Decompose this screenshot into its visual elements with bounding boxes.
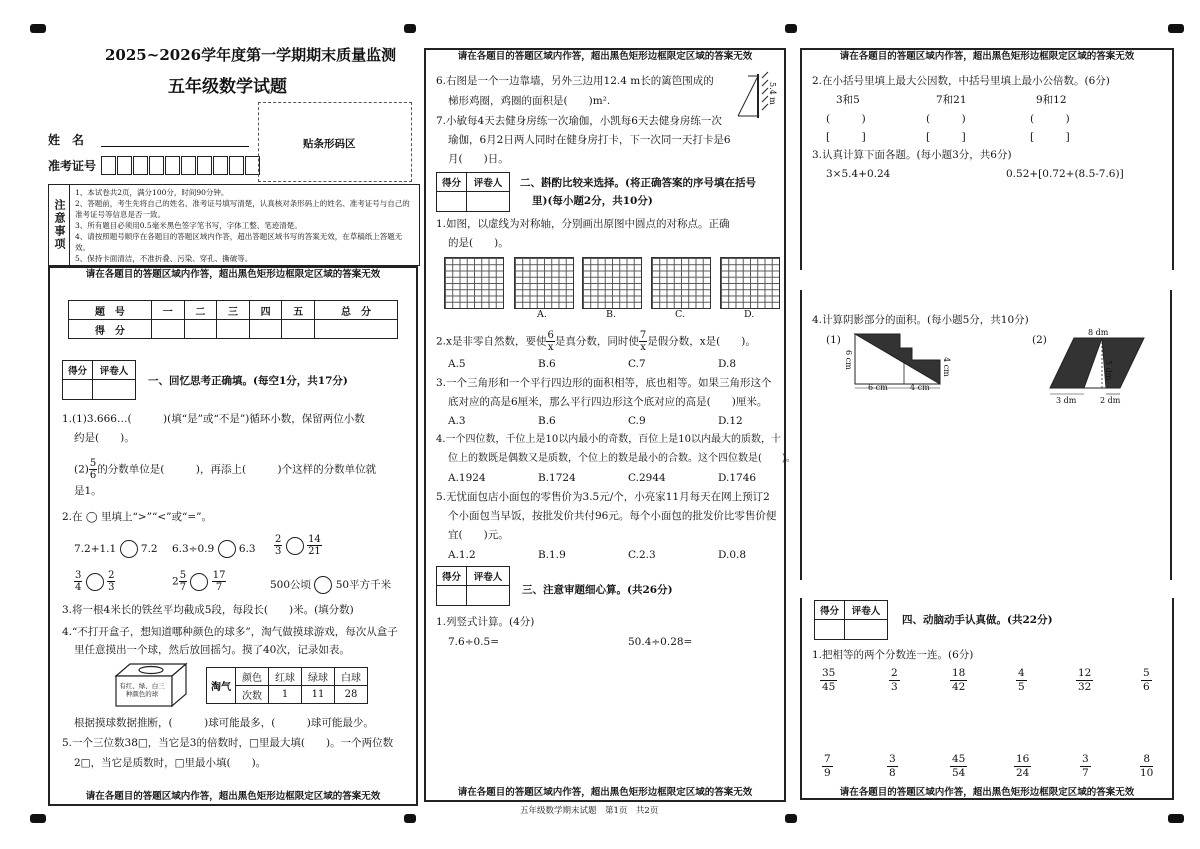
- q1b-text: 的分数单位是( )，再添上( )个这样的分数单位就: [97, 463, 377, 476]
- fraction-denominator: 3: [275, 546, 282, 557]
- choice-4-cont: 位上的数既是偶数又是质数，个位上的数是最小的合数。这个四位数是( )。: [448, 453, 796, 464]
- col3-question-3: 3.认真计算下面各题。(每小题3分，共6分): [812, 149, 1012, 161]
- match-fraction-bottom[interactable]: [1014, 753, 1031, 780]
- notice-item: 5、保持卡面清洁，不准折叠、污染、穿孔、撕破等。: [75, 254, 253, 263]
- barcode-label: 贴条形码区: [303, 138, 356, 150]
- scorer-grader-label: 评卷人: [93, 361, 136, 380]
- number-pair: 7和21: [936, 94, 967, 106]
- choice-1: 1.如图，以虚线为对称轴，分别画出原图中圆点的对称点。正确: [436, 218, 730, 230]
- match-fraction-top[interactable]: [820, 667, 837, 694]
- choice-5-cont: 个小面包当早饭，按批发价共付96元。每个小面包的批发价比零售价便: [448, 510, 777, 522]
- calc-expression: 0.52+[0.72+(8.5-7.6)]: [1006, 168, 1124, 180]
- score-cell[interactable]: [315, 320, 398, 339]
- answer-circle[interactable]: [218, 540, 236, 558]
- choice-3: 3.一个三角形和一个平行四边形的面积相等，底也相等。如果三角形这个: [436, 377, 772, 389]
- scorer-cell[interactable]: [63, 380, 93, 400]
- choice-option[interactable]: C.9: [628, 415, 646, 427]
- fraction-denominator: 4: [75, 582, 82, 593]
- answer-circle[interactable]: [86, 573, 104, 591]
- choice-4: 4.一个四位数，千位上是10以内最小的奇数，百位上是10以内最大的质数，十: [436, 434, 781, 445]
- scorer-cell[interactable]: [467, 586, 510, 606]
- compare-left: 7.2+1.1: [74, 543, 117, 555]
- dimension-label: 6 cm: [868, 383, 888, 392]
- fraction-denominator: x: [547, 342, 554, 353]
- compare-left: 500公顷: [270, 579, 312, 591]
- scorer-score-label: 得分: [437, 567, 467, 586]
- question-6: 6.右图是一个一边靠墙，另外三边用12.4 m长的篱笆围成的: [436, 75, 714, 87]
- fraction-denominator: 3: [108, 582, 115, 593]
- grid-option-c: [651, 257, 711, 309]
- scorer-box: [62, 360, 136, 400]
- scorer-grader-label: 评卷人: [845, 601, 888, 620]
- tally-table: [206, 667, 368, 704]
- score-header: 一: [151, 301, 184, 320]
- barcode-area: [258, 102, 412, 182]
- grid-option-a: [514, 257, 574, 309]
- fraction-numerator: 5: [1143, 667, 1150, 679]
- choice-option[interactable]: D.8: [718, 358, 737, 370]
- tally-header: 红球: [269, 668, 302, 686]
- fraction-numerator: 7: [639, 330, 647, 341]
- fraction-numerator: 3: [1082, 753, 1089, 765]
- notice-list: [75, 187, 415, 264]
- fraction-numerator: 4: [1018, 667, 1025, 679]
- choice-5-cont2: 宜( )元。: [448, 529, 509, 541]
- warning-banner: 请在各题目的答题区域内作答，超出黑色矩形边框限定区域的答案无效: [85, 269, 381, 280]
- score-cell[interactable]: [282, 320, 315, 339]
- scorer-grader-label: 评卷人: [467, 567, 510, 586]
- scorer-cell[interactable]: [437, 192, 467, 212]
- lcm-blank[interactable]: [ ]: [1030, 131, 1070, 143]
- notice-item: 4、请按照题号顺序在各题目的答题区域内作答，超出答题区域书写的答案无效，在草稿纸上答题无效。: [75, 232, 403, 252]
- dimension-label: 3 dm: [1056, 396, 1077, 405]
- score-table: [68, 300, 398, 339]
- question-5: 5.一个三位数38□，当它是3的倍数时，□里最大填( )。一个两位数: [62, 737, 394, 749]
- scorer-cell[interactable]: [845, 620, 888, 640]
- choice-2: [436, 330, 756, 353]
- fraction-numerator: 16: [1016, 753, 1030, 765]
- gcd-blank[interactable]: ( ): [1030, 113, 1070, 125]
- dimension-label: 8 dm: [1088, 328, 1109, 337]
- question-1a: 1.(1)3.666…( )(填“是”或“不是”)循环小数，保留两位小数: [62, 413, 365, 425]
- section-2-title: 二、斟酌比较来选择。(将正确答案的序号填在括号: [520, 177, 756, 189]
- warning-banner: 请在各题目的答题区域内作答，超出黑色矩形边框限定区域的答案无效: [839, 787, 1135, 798]
- match-fraction-bottom[interactable]: [1140, 753, 1153, 780]
- whole-number: 2: [172, 575, 179, 588]
- compare-right: 50平方千米: [335, 579, 392, 591]
- fraction-numerator: 2: [275, 534, 282, 545]
- choice-option[interactable]: D.1746: [718, 472, 757, 484]
- match-fraction-top[interactable]: [950, 667, 967, 694]
- name-field[interactable]: [101, 146, 249, 147]
- match-fraction-bottom[interactable]: [950, 753, 967, 780]
- question-7-cont2: 月( )日。: [448, 153, 509, 165]
- choice-option[interactable]: D.12: [718, 415, 743, 427]
- fraction-denominator: 45: [822, 681, 836, 693]
- fraction-denominator: 6: [89, 470, 97, 481]
- answer-circle[interactable]: [314, 576, 332, 594]
- choice-2-text: 是假分数，x是( )。: [647, 335, 756, 348]
- fraction-numerator: 7: [824, 753, 831, 765]
- grid-option-b: [582, 257, 642, 309]
- exam-subtitle: 五年级数学试题: [168, 77, 287, 97]
- dimension-label: 4 cm: [942, 357, 951, 377]
- choice-option[interactable]: A.1.2: [448, 549, 476, 561]
- col3-question-4: 4.计算阴影部分的面积。(每小题5分，共10分): [812, 314, 1029, 326]
- registration-mark: [404, 24, 416, 33]
- scorer-box: [436, 566, 510, 606]
- registration-mark: [30, 24, 46, 33]
- section-1-title: 一、回忆思考正确填。(每空1分，共17分): [148, 375, 348, 387]
- compare-left: 6.3÷0.9: [172, 543, 215, 555]
- compare-6: [270, 576, 391, 594]
- answer-circle[interactable]: [190, 573, 208, 591]
- choice-1-cont: 的是( )。: [448, 237, 509, 249]
- registration-mark: [30, 814, 46, 823]
- name-label: 姓 名: [48, 133, 85, 147]
- fraction-numerator: 18: [952, 667, 966, 679]
- choice-5: 5.无忧面包店小面包的零售价为3.5元/个，小亮家11月每天在网上预订2: [436, 491, 770, 503]
- match-fraction-top[interactable]: [1016, 667, 1027, 694]
- option-label: C.: [675, 309, 685, 320]
- fraction-numerator: 2: [891, 667, 898, 679]
- registration-mark: [404, 814, 416, 823]
- option-label: A.: [537, 309, 547, 320]
- tally-cell: 28: [335, 686, 368, 704]
- score-header: 四: [249, 301, 282, 320]
- q1b-prefix: (2): [74, 463, 89, 476]
- exam-title: 2025~2026学年度第一学期期末质量监测: [105, 46, 397, 64]
- fraction-denominator: 7: [1082, 767, 1089, 779]
- match-fraction-top[interactable]: [1076, 667, 1093, 694]
- fraction-denominator: 21: [308, 546, 321, 557]
- question-3: 3.将一根4米长的铁丝平均截成5段，每段长( )米。(填分数): [62, 604, 354, 616]
- choice-option[interactable]: B.1.9: [538, 549, 566, 561]
- shaded-figure-1: [840, 330, 950, 400]
- section-2-title-cont: 里)(每小题2分，共10分): [532, 195, 653, 207]
- number-pair: 9和12: [1036, 94, 1067, 106]
- match-fraction-bottom[interactable]: [822, 753, 833, 780]
- scorer-cell[interactable]: [437, 586, 467, 606]
- fraction-denominator: 3: [891, 681, 898, 693]
- score-cell[interactable]: [151, 320, 184, 339]
- question-5-cont: 2□，当它是质数时，□里最小填( )。: [74, 757, 267, 769]
- warning-banner: 请在各题目的答题区域内作答，超出黑色矩形边框限定区域的答案无效: [457, 787, 753, 798]
- scorer-cell[interactable]: [467, 192, 510, 212]
- section-4-title: 四、动脑动手认真做。(共22分): [902, 614, 1053, 626]
- compare-right: 7.2: [140, 543, 158, 555]
- tally-header: 绿球: [302, 668, 335, 686]
- option-label: B.: [606, 309, 617, 320]
- fraction-numerator: 3: [889, 753, 896, 765]
- choice-option[interactable]: A.3: [448, 415, 466, 427]
- calc-expression: 7.6÷0.5=: [448, 636, 499, 648]
- match-fraction-top[interactable]: [889, 667, 900, 694]
- scorer-score-label: 得分: [63, 361, 93, 380]
- score-header: 二: [184, 301, 217, 320]
- fraction-denominator: 54: [952, 767, 966, 779]
- fraction-denominator: 7: [179, 582, 187, 593]
- gcd-blank[interactable]: ( ): [826, 113, 866, 125]
- compare-4: [74, 570, 115, 593]
- compare-right: 6.3: [238, 543, 256, 555]
- frame-edge: [800, 290, 802, 580]
- choice-3-cont: 底对应的高是6厘米，那么平行四边形这个底对应的高是( )厘米。: [448, 396, 768, 408]
- fraction-numerator: 5: [179, 570, 187, 581]
- tally-cell: 1: [269, 686, 302, 704]
- match-fraction-bottom[interactable]: [887, 753, 898, 780]
- choice-option[interactable]: D.0.8: [718, 549, 747, 561]
- registration-mark: [1168, 814, 1184, 823]
- question-7-cont: 瑜伽，6月2日两人同时在健身房打卡，下一次同一天打卡是6: [448, 134, 731, 146]
- number-pair: 3和5: [836, 94, 860, 106]
- id-label: 准考证号: [48, 159, 97, 173]
- choice-option[interactable]: A.1924: [448, 472, 486, 484]
- choice-2-text: 2.x是非零自然数，要使: [436, 335, 547, 348]
- question-4-cont: 里任意摸出一个球，然后放回摇匀。摸了40次，记录如表。: [74, 644, 350, 656]
- question-7: 7.小敏每4天去健身房练一次瑜伽，小凯每6天去健身房练一次: [436, 115, 722, 127]
- choice-2-text: 是真分数，同时使: [554, 335, 639, 348]
- fraction-denominator: 10: [1140, 767, 1154, 779]
- question-4-ask: 根据摸球数据推断，( )球可能最多，( )球可能最少。: [74, 717, 374, 729]
- calc-expression: 50.4÷0.28=: [628, 636, 693, 648]
- tally-header: 白球: [335, 668, 368, 686]
- scorer-box: [814, 600, 888, 640]
- score-header: 总 分: [315, 301, 398, 320]
- section-3-q1: 1.列竖式计算。(4分): [436, 616, 535, 628]
- scorer-score-label: 得分: [815, 601, 845, 620]
- score-row-label: 得 分: [69, 320, 152, 339]
- fraction-numerator: 6: [547, 330, 554, 341]
- registration-mark: [785, 814, 797, 823]
- fraction-denominator: 42: [952, 681, 966, 693]
- fraction-denominator: x: [640, 342, 646, 353]
- choice-option[interactable]: C.2.3: [628, 549, 656, 561]
- page-footer: 五年级数学期末试题 第1页 共2页: [520, 806, 659, 816]
- dimension-label: 2 dm: [1100, 396, 1121, 405]
- compare-1: [74, 540, 158, 558]
- calc-expression: 3×5.4+0.24: [826, 168, 891, 180]
- question-1a-cont: 约是( )。: [74, 432, 135, 444]
- figure-label: (1): [826, 334, 841, 346]
- grid-option-d: [720, 257, 780, 309]
- answer-circle[interactable]: [286, 537, 304, 555]
- question-1b-cont: 是1。: [74, 485, 102, 497]
- ball-box-label: 有红、绿、白三种颜色的球: [119, 682, 165, 698]
- question-2: 2.在 ◯ 里填上“>”“<”或“=”。: [62, 511, 213, 523]
- fraction-denominator: 6: [1143, 681, 1150, 693]
- fraction-numerator: 8: [1140, 753, 1153, 767]
- compare-3: [274, 534, 322, 557]
- scorer-grader-label: 评卷人: [467, 173, 510, 192]
- choice-option[interactable]: B.6: [538, 415, 556, 427]
- fraction-denominator: 8: [889, 767, 896, 779]
- fraction-denominator: 9: [824, 767, 831, 779]
- scorer-cell[interactable]: [815, 620, 845, 640]
- fraction-denominator: 32: [1078, 681, 1092, 693]
- tally-cell: 11: [302, 686, 335, 704]
- gcd-blank[interactable]: ( ): [926, 113, 966, 125]
- dimension-label: 4 cm: [910, 383, 930, 392]
- answer-circle[interactable]: [120, 540, 138, 558]
- notice-label: 注意事项: [49, 185, 70, 265]
- fraction-denominator: 24: [1016, 767, 1030, 779]
- choice-option[interactable]: C.2944: [628, 472, 666, 484]
- figure-label: (2): [1032, 334, 1047, 346]
- notice-item: 3、所有题目必须用0.5毫米黑色签字笔书写，字体工整、笔迹清楚。: [75, 221, 302, 230]
- lcm-blank[interactable]: [ ]: [826, 131, 866, 143]
- fraction-numerator: 2: [108, 570, 115, 581]
- id-boxes[interactable]: [101, 156, 260, 175]
- col3-question-2: 2.在小括号里填上最大公因数，中括号里填上最小公倍数。(6分): [812, 75, 1110, 87]
- scorer-score-label: 得分: [437, 173, 467, 192]
- choice-option[interactable]: B.1724: [538, 472, 576, 484]
- section-3-title: 三、注意审题细心算。(共26分): [522, 584, 673, 596]
- warning-banner: 请在各题目的答题区域内作答，超出黑色矩形边框限定区域的答案无效: [457, 51, 753, 62]
- fraction-numerator: 17: [212, 570, 226, 581]
- scorer-cell[interactable]: [93, 380, 136, 400]
- question-4: 4.“不打开盒子，想知道哪种颜色的球多”，淘气做摸球游戏，每次从盒子: [62, 626, 398, 638]
- score-header: 三: [217, 301, 250, 320]
- fraction-numerator: 12: [1078, 667, 1092, 679]
- tally-header: 颜色: [236, 668, 269, 686]
- notice-item: 2、答题前，考生先将自己的姓名、准考证号填写清楚，认真核对条形码上的姓名、准考证号与自己的准考证号等信息是否一致。: [75, 199, 410, 219]
- compare-2: [172, 540, 256, 558]
- fraction-numerator: 14: [308, 534, 321, 545]
- fraction-numerator: 35: [822, 667, 836, 679]
- score-cell[interactable]: [249, 320, 282, 339]
- question-6-cont: 梯形鸡圈，鸡圈的面积是( )m².: [448, 95, 611, 107]
- warning-banner: 请在各题目的答题区域内作答，超出黑色矩形边框限定区域的答案无效: [839, 51, 1135, 62]
- fraction-numerator: 45: [952, 753, 966, 765]
- fraction-numerator: 3: [75, 570, 82, 581]
- dimension-label: 6 cm: [844, 350, 853, 370]
- choice-option[interactable]: B.6: [538, 358, 556, 370]
- frame-edge: [1170, 290, 1172, 580]
- tally-person: 淘气: [207, 668, 236, 704]
- question-1b: [74, 458, 376, 481]
- score-cell[interactable]: [184, 320, 217, 339]
- scorer-box: [436, 172, 510, 212]
- pen-dimension: 5.4 m: [768, 82, 777, 105]
- compare-5: [172, 570, 226, 593]
- fraction-denominator: 7: [215, 582, 223, 593]
- warning-banner: 请在各题目的答题区域内作答，超出黑色矩形边框限定区域的答案无效: [85, 791, 381, 802]
- registration-mark: [785, 24, 797, 33]
- choice-option[interactable]: C.7: [628, 358, 646, 370]
- fraction-numerator: 5: [89, 458, 97, 469]
- option-label: D.: [744, 309, 755, 320]
- grid-original: [444, 257, 504, 309]
- shaded-figure-2: [1044, 330, 1154, 406]
- score-header: 题 号: [69, 301, 152, 320]
- score-cell[interactable]: [217, 320, 250, 339]
- fraction-denominator: 5: [1018, 681, 1025, 693]
- registration-mark: [1168, 24, 1184, 33]
- choice-option[interactable]: A.5: [448, 358, 466, 370]
- tally-cell: 次数: [236, 686, 269, 704]
- score-header: 五: [282, 301, 315, 320]
- match-fraction-bottom[interactable]: [1080, 753, 1091, 780]
- match-fraction-top[interactable]: [1141, 667, 1152, 694]
- notice-item: 1、本试卷共2页，满分100分，时间90分钟。: [75, 188, 229, 197]
- section-4-q1: 1.把相等的两个分数连一连。(6分): [812, 649, 974, 661]
- notice-box: [48, 184, 420, 266]
- dimension-label: 5 dm: [1104, 360, 1113, 381]
- lcm-blank[interactable]: [ ]: [926, 131, 966, 143]
